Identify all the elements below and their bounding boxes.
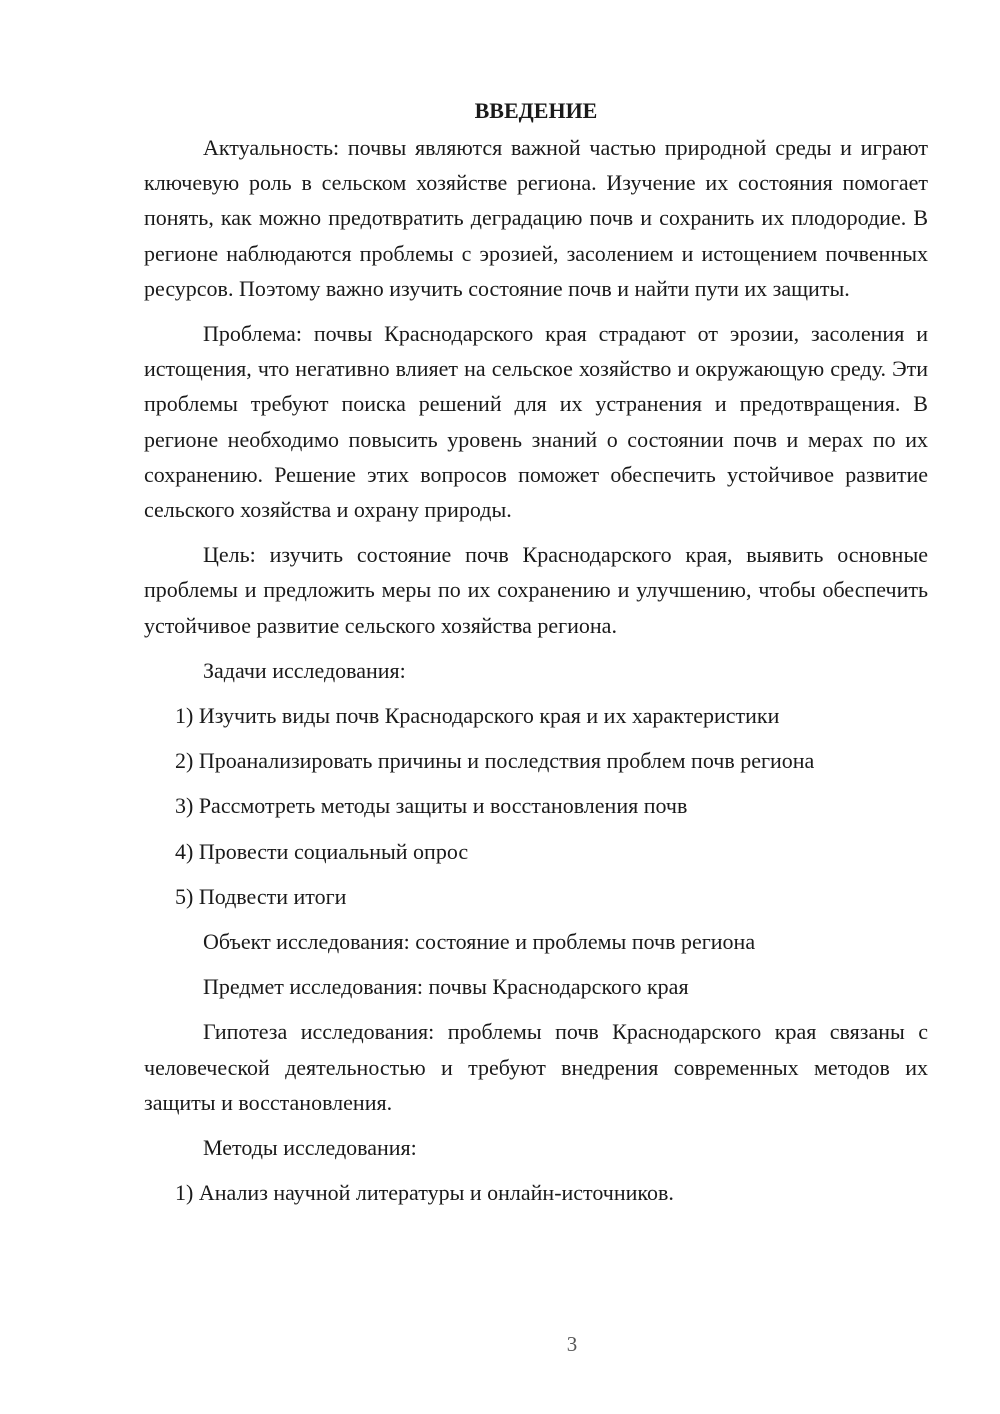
task-item: 3) Рассмотреть методы защиты и восстановления почв [175, 793, 688, 819]
methods-heading: Методы исследования: [203, 1135, 417, 1161]
relevance-paragraph: Актуальность: почвы являются важной частью природной среды и играют ключевую роль в сельском хозяйстве региона. Изучение их состояния помогает понять, как можно предотвратить деградацию почв и сохранить их плодородие. В регионе наблюдаются проблемы с эрозией, засолением и истощением почвенных ресурсов. Поэтому важно изучить состояние почв и найти пути их защиты. [144, 135, 928, 301]
task-item: 5) Подвести итоги [175, 883, 347, 909]
subject-paragraph: Предмет исследования: почвы Краснодарского края [203, 974, 689, 1000]
methods-list [144, 1175, 928, 1210]
tasks-heading: Задачи исследования: [203, 657, 406, 683]
tasks-list [144, 698, 928, 914]
section-title: ВВЕДЕНИЕ [474, 98, 598, 123]
page-content [144, 92, 928, 1220]
task-item: 1) Изучить виды почв Краснодарского края и их характеристики [175, 703, 780, 729]
goal-paragraph: Цель: изучить состояние почв Краснодарского края, выявить основные проблемы и предложить меры по их сохранению и улучшению, чтобы обеспечить устойчивое развитие сельского хозяйства региона. [144, 542, 928, 638]
object-paragraph: Объект исследования: состояние и проблемы почв региона [203, 929, 756, 955]
task-item: 4) Провести социальный опрос [175, 838, 469, 864]
problem-paragraph: Проблема: почвы Краснодарского края страдают от эрозии, засоления и истощения, что негативно влияет на сельское хозяйство и окружающую среду. Эти проблемы требуют поиска решений для их устранения и предотвращения. В регионе необходимо повысить уровень знаний о состоянии почв и мерах по их сохранению. Решение этих вопросов поможет обеспечить устойчивое развитие сельского хозяйства и охрану природы. [144, 321, 928, 523]
hypothesis-paragraph: Гипотеза исследования: проблемы почв Краснодарского края связаны с человеческой деятельностью и требуют внедрения современных методов их защиты и восстановления. [144, 1019, 928, 1115]
page-number: 3 [566, 1332, 578, 1356]
task-item: 2) Проанализировать причины и последствия проблем почв региона [175, 748, 815, 774]
method-item: 1) Анализ научной литературы и онлайн-источников. [175, 1180, 674, 1206]
